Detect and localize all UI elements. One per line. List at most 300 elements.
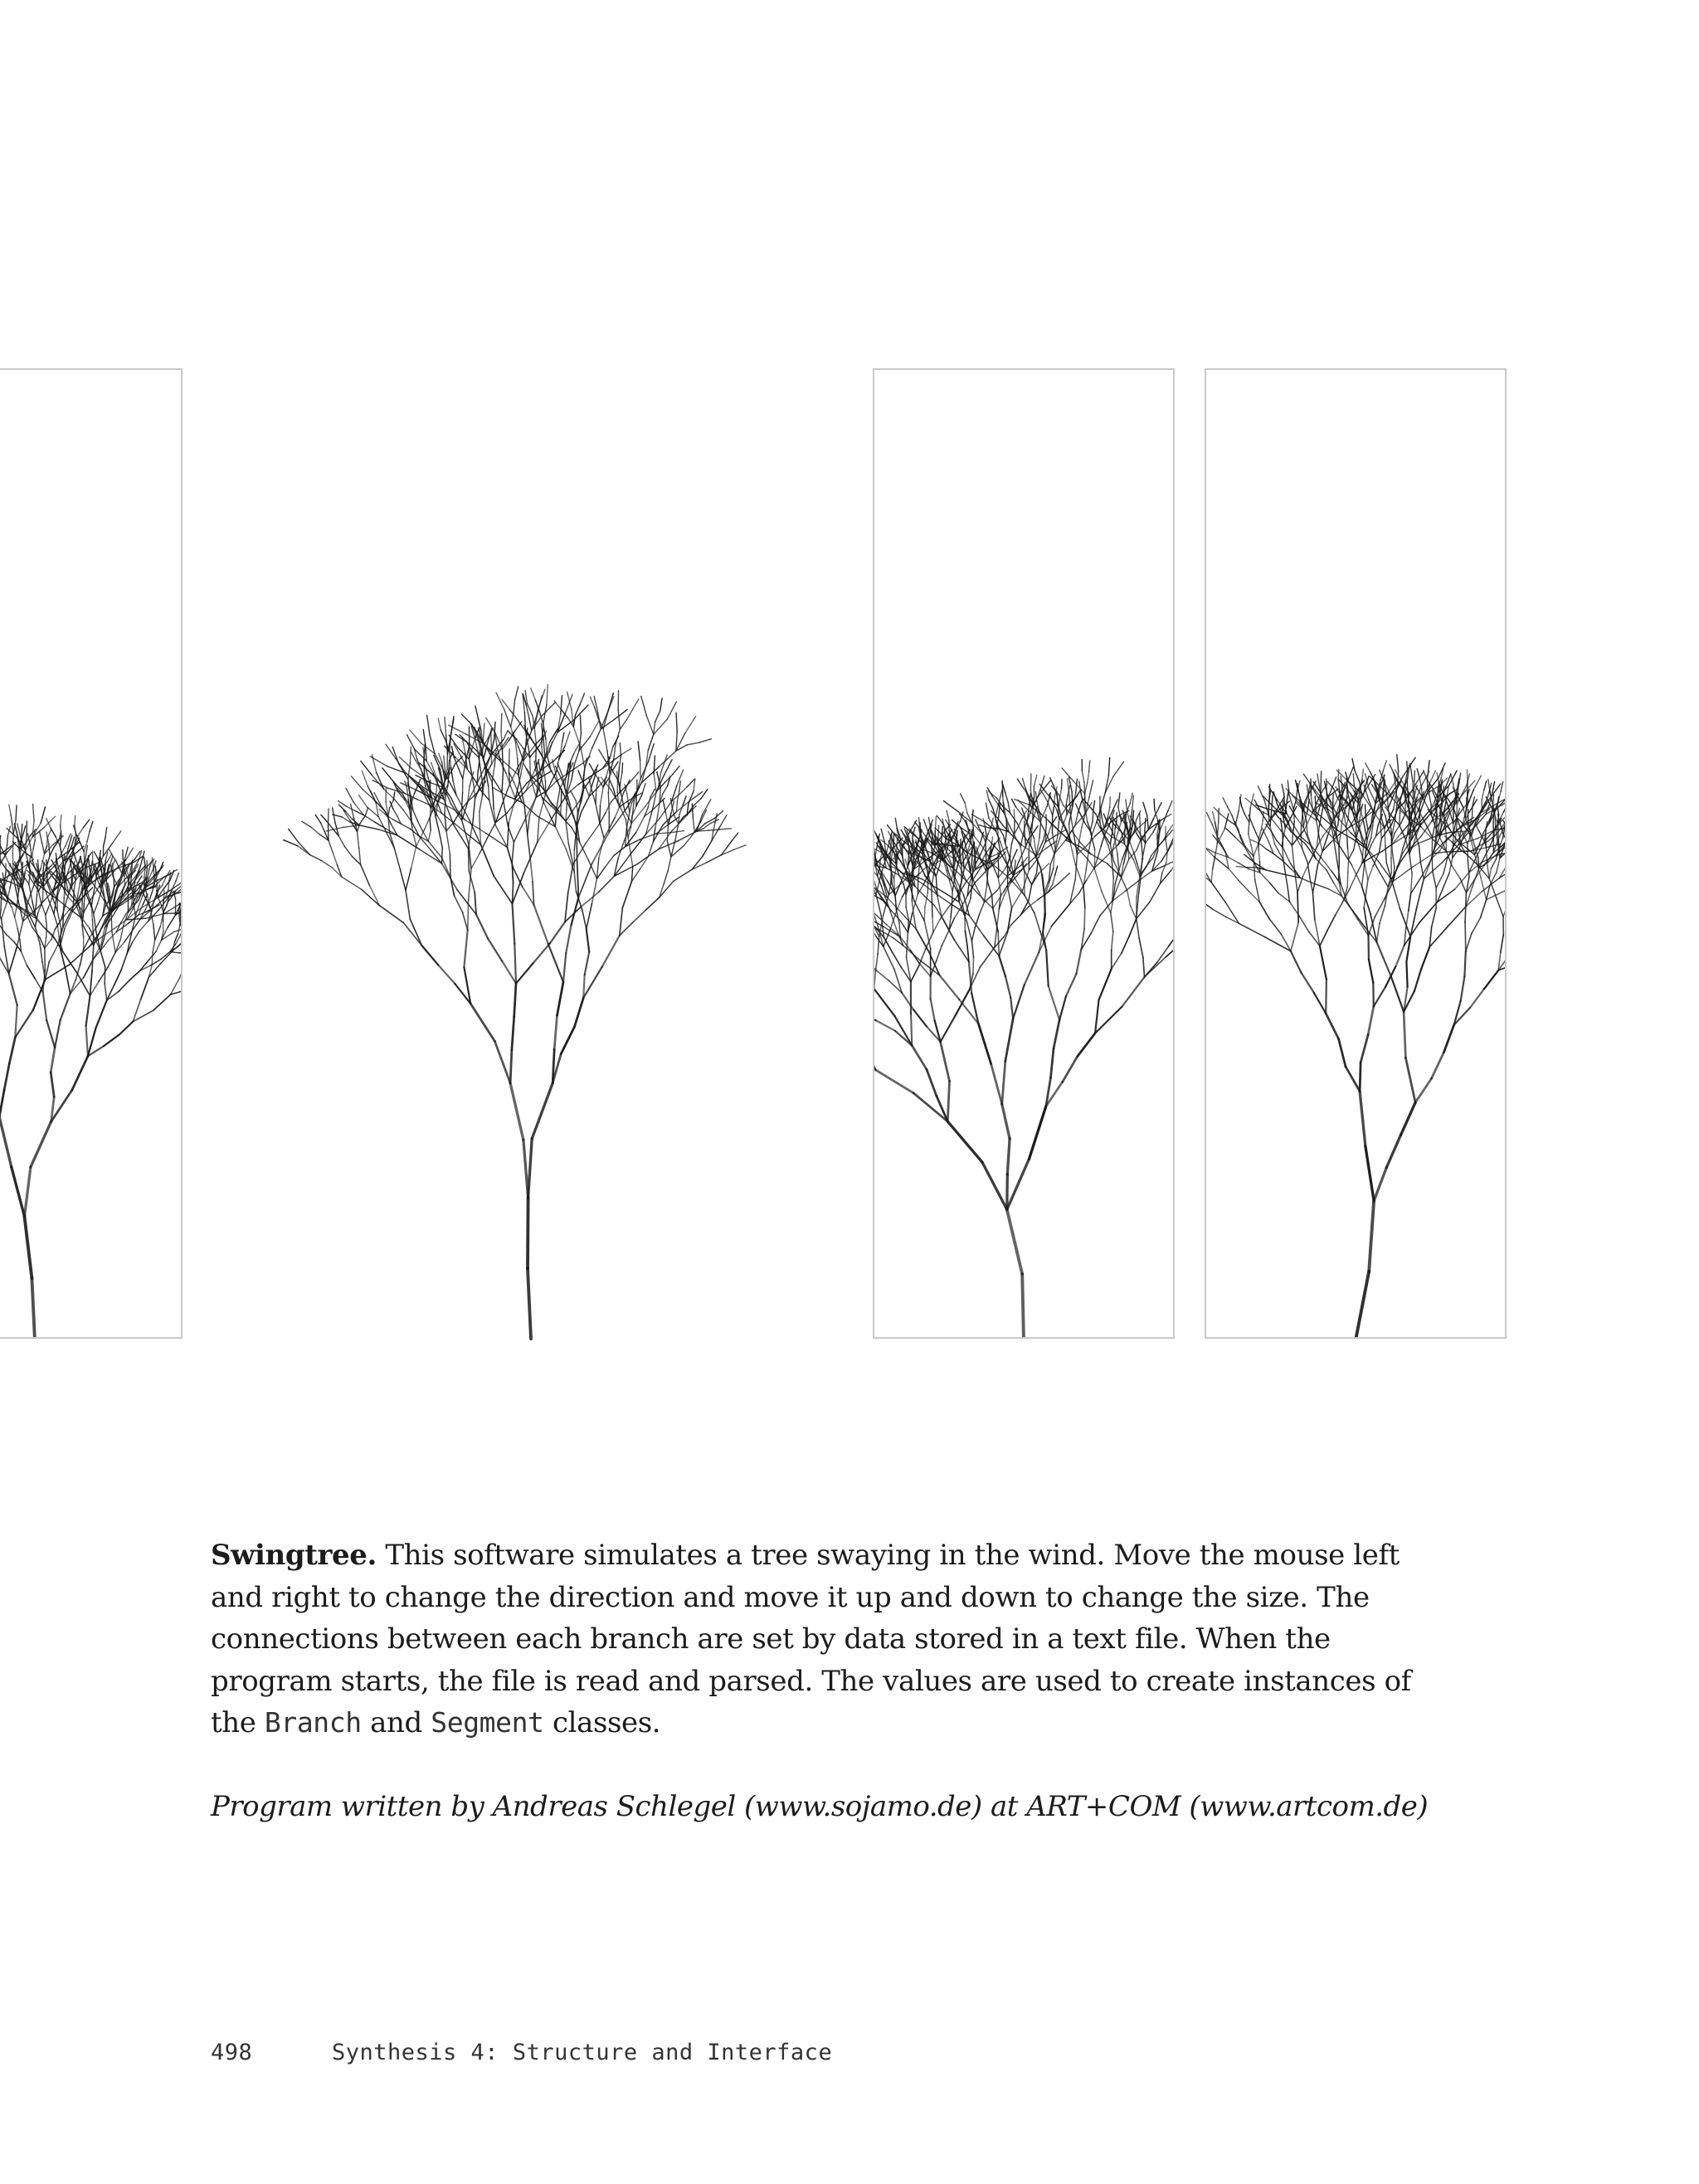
- tree-branch-segment: [284, 840, 298, 846]
- tree-branch-segment: [5, 872, 6, 880]
- tree-branch-segment: [600, 813, 606, 824]
- tree-branch-segment: [12, 834, 13, 854]
- tree-branch-segment: [1258, 786, 1264, 800]
- tree-branch-segment: [1154, 799, 1155, 810]
- tree-branch-segment: [515, 722, 522, 731]
- tree-branch-segment: [514, 782, 518, 792]
- tree-branch-segment: [420, 849, 442, 863]
- tree-branch-segment: [180, 911, 181, 918]
- tree-branch-segment: [573, 715, 575, 727]
- tree-branch-segment: [442, 858, 450, 878]
- tree-branch-segment: [1411, 873, 1413, 893]
- tree-branch-segment: [621, 773, 622, 783]
- tree-branch-segment: [999, 790, 1002, 804]
- tree-branch-segment: [2, 903, 7, 918]
- tree-branch-segment: [572, 897, 579, 926]
- tree-branch-segment: [382, 768, 390, 776]
- tree-branch-segment: [1218, 823, 1219, 837]
- tree-branch-segment: [596, 804, 599, 821]
- tree-branch-segment: [561, 1027, 574, 1054]
- tree-branch-segment: [561, 802, 562, 815]
- tree-branch-segment: [0, 1117, 12, 1167]
- tree-branch-segment: [12, 1167, 25, 1217]
- tree-branch-segment: [1013, 985, 1025, 1019]
- tree-branch-segment: [633, 910, 646, 922]
- tree-branch-segment: [449, 761, 450, 771]
- tree-branch-segment: [9, 1038, 15, 1064]
- tree-branch-segment: [1102, 818, 1103, 827]
- tree-branch-segment: [1211, 883, 1225, 902]
- tree-branch-segment: [873, 843, 874, 849]
- tree-branch-segment: [902, 993, 913, 1010]
- tree-branch-segment: [557, 763, 562, 776]
- tree-branch-segment: [986, 803, 989, 818]
- tree-branch-segment: [586, 824, 600, 844]
- tree-branch-segment: [513, 904, 515, 944]
- tree-branch-segment: [1224, 814, 1229, 829]
- tree-branch-segment: [620, 922, 633, 936]
- tree-branch-segment: [976, 820, 979, 827]
- tree-branch-segment: [1145, 957, 1166, 977]
- tree-branch-segment: [646, 897, 660, 910]
- tree-branch-segment: [1088, 771, 1089, 782]
- tree-branch-segment: [1078, 1034, 1096, 1057]
- tree-branch-segment: [1282, 784, 1284, 794]
- tree-branch-segment: [972, 838, 974, 845]
- tree-branch-segment: [1205, 900, 1213, 909]
- tree-branch-segment: [608, 693, 613, 712]
- tree-branch-segment: [1145, 819, 1146, 831]
- tree-branch-segment: [891, 873, 892, 884]
- tree-branch-segment: [961, 794, 966, 803]
- tree-branch-segment: [361, 865, 370, 886]
- tree-branch-segment: [626, 709, 632, 719]
- tree-branch-segment: [116, 873, 122, 890]
- tree-branch-segment: [562, 732, 564, 742]
- tree-branch-segment: [484, 749, 486, 759]
- tree-branch-segment: [1049, 986, 1059, 1020]
- tree-branch-segment: [1048, 802, 1053, 815]
- tree-branch-segment: [1356, 863, 1362, 876]
- tree-branch-segment: [1213, 812, 1215, 823]
- tree-branch-segment: [528, 1268, 531, 1339]
- tree-branch-segment: [475, 706, 479, 718]
- tree-branch-segment: [1365, 865, 1368, 880]
- tree-branch-segment: [155, 927, 161, 940]
- tree-branch-segment: [614, 864, 637, 877]
- tree-branch-segment: [1005, 976, 1010, 997]
- tree-branch-segment: [554, 701, 561, 709]
- tree-branch-segment: [538, 818, 539, 843]
- tree-branch-segment: [565, 893, 568, 922]
- tree-branch-segment: [616, 729, 620, 743]
- tree-branch-segment: [1103, 854, 1110, 861]
- tree-branch-segment: [1119, 860, 1122, 871]
- tree-branch-segment: [411, 846, 416, 868]
- tree-branch-segment: [510, 1050, 512, 1083]
- tree-branch-segment: [359, 825, 378, 829]
- tree-branch-segment: [998, 932, 999, 956]
- tree-branch-segment: [0, 863, 1, 873]
- tree-branch-segment: [1142, 841, 1143, 859]
- tree-branch-segment: [1269, 919, 1281, 935]
- tree-branch-segment: [621, 748, 631, 754]
- tree-branch-segment: [7, 836, 8, 846]
- tree-branch-segment: [469, 759, 471, 772]
- tree-branch-segment: [1339, 1039, 1346, 1067]
- tree-branch-segment: [938, 825, 939, 834]
- tree-branch-segment: [585, 952, 590, 975]
- tree-branch-segment: [1085, 783, 1088, 794]
- tree-branch-segment: [1348, 859, 1349, 873]
- tree-branch-segment: [442, 848, 443, 863]
- tree-branch-segment: [1322, 858, 1331, 871]
- tree-branch-segment: [55, 1020, 61, 1048]
- tree-branch-segment: [1404, 1012, 1405, 1058]
- tree-branch-segment: [310, 855, 322, 861]
- tree-branch-segment: [119, 980, 129, 991]
- tree-branch-segment: [557, 982, 564, 1015]
- tree-branch-segment: [486, 772, 489, 786]
- tree-branch-segment: [156, 875, 157, 883]
- tree-branch-segment: [1019, 819, 1023, 827]
- tree-branch-segment: [1051, 1048, 1054, 1077]
- tree-branch-segment: [1098, 846, 1101, 857]
- tree-branch-segment: [1217, 829, 1224, 844]
- tree-branch-segment: [1167, 839, 1173, 851]
- tree-branch-segment: [146, 869, 147, 878]
- tree-branch-segment: [626, 829, 627, 847]
- tree-branch-segment: [684, 832, 694, 845]
- tree-branch-segment: [49, 946, 57, 962]
- tree-branch-segment: [1130, 841, 1134, 853]
- tree-branch-segment: [571, 790, 577, 800]
- tree-branch-segment: [1011, 915, 1021, 925]
- tree-branch-segment: [60, 871, 61, 880]
- tree-branch-segment: [139, 922, 148, 931]
- tree-branch-segment: [2, 919, 4, 946]
- tree-branch-segment: [529, 718, 532, 731]
- tree-branch-segment: [1052, 904, 1070, 927]
- tree-branch-segment: [694, 779, 695, 791]
- tree-branch-segment: [1007, 1175, 1008, 1210]
- tree-branch-segment: [1215, 844, 1218, 857]
- tree-branch-segment: [1089, 781, 1093, 797]
- tree-branch-segment: [1140, 814, 1141, 823]
- tree-branch-segment: [889, 907, 893, 920]
- tree-panel-3: [873, 368, 1175, 1339]
- tree-branch-segment: [1066, 840, 1079, 846]
- tree-branch-segment: [1101, 810, 1103, 819]
- tree-branch-segment: [1139, 938, 1143, 957]
- tree-branch-segment: [32, 849, 34, 858]
- tree-branch-segment: [1206, 812, 1212, 824]
- tree-branch-segment: [1310, 878, 1313, 893]
- tree-branch-segment: [646, 716, 654, 735]
- tree-branch-segment: [46, 927, 47, 937]
- tree-branch-segment: [1126, 815, 1127, 824]
- tree-branch-segment: [375, 822, 387, 829]
- tree-branch-segment: [972, 848, 973, 860]
- tree-branch-segment: [15, 1005, 17, 1038]
- tree-branch-segment: [998, 829, 999, 842]
- tree-branch-segment: [65, 856, 66, 868]
- tree-branch-segment: [528, 1139, 533, 1198]
- tree-branch-segment: [599, 750, 606, 761]
- tree-branch-segment: [1010, 844, 1012, 855]
- tree-branch-segment: [442, 863, 458, 890]
- tree-branch-segment: [531, 688, 536, 700]
- tree-branch-segment: [591, 878, 596, 903]
- tree-branch-segment: [40, 944, 42, 961]
- tree-branch-segment: [1313, 893, 1315, 919]
- tree-branch-segment: [1368, 1006, 1374, 1034]
- tree-branch-segment: [502, 771, 504, 793]
- tree-branch-segment: [1130, 906, 1136, 920]
- tree-branch-segment: [108, 952, 115, 967]
- tree-branch-segment: [338, 836, 344, 847]
- tree-branch-segment: [610, 781, 613, 789]
- tree-branch-segment: [153, 940, 155, 952]
- tree-branch-segment: [992, 896, 993, 908]
- tree-branch-segment: [1213, 856, 1215, 869]
- tree-branch-segment: [951, 904, 952, 917]
- tree-branch-segment: [591, 720, 600, 736]
- tree-branch-segment: [667, 841, 671, 857]
- tree-branch-segment: [1386, 1135, 1400, 1167]
- tree-branch-segment: [603, 729, 607, 752]
- tree-branch-segment: [1059, 873, 1069, 883]
- tree-branch-segment: [1401, 1102, 1416, 1135]
- tree-branch-segment: [874, 971, 876, 989]
- tree-branch-segment: [572, 765, 574, 780]
- tree-branch-segment: [112, 831, 121, 844]
- tree-branch-segment: [554, 1015, 557, 1049]
- tree-branch-segment: [87, 832, 90, 842]
- tree-branch-segment: [1053, 875, 1055, 884]
- tree-branch-segment: [504, 709, 511, 727]
- tree-branch-segment: [322, 861, 333, 868]
- tree-branch-segment: [1121, 877, 1127, 891]
- tree-branch-segment: [578, 771, 582, 780]
- tree-branch-segment: [4, 1064, 9, 1091]
- tree-branch-segment: [912, 1046, 927, 1070]
- tree-branch-segment: [533, 882, 534, 905]
- tree-branch-segment: [1030, 774, 1031, 790]
- tree-branch-segment: [1113, 761, 1124, 776]
- tree-branch-segment: [1400, 825, 1405, 839]
- tree-branch-segment: [78, 883, 80, 895]
- tree-branch-segment: [92, 920, 93, 933]
- tree-branch-segment: [104, 837, 106, 846]
- tree-branch-segment: [289, 829, 299, 842]
- tree-branch-segment: [1122, 977, 1144, 1007]
- tree-branch-segment: [146, 878, 147, 886]
- tree-branch-segment: [547, 781, 556, 790]
- tree-branch-segment: [1339, 863, 1340, 880]
- tree-branch-segment: [1297, 877, 1302, 893]
- tree-branch-segment: [989, 828, 999, 829]
- tree-branch-segment: [1250, 794, 1254, 808]
- tree-branch-segment: [1111, 800, 1117, 814]
- tree-branch-segment: [459, 768, 463, 779]
- tree-branch-segment: [973, 827, 974, 835]
- tree-branch-segment: [1360, 1063, 1361, 1092]
- tree-branch-segment: [163, 897, 164, 905]
- tree-branch-segment: [703, 841, 712, 856]
- tree-branch-segment: [46, 1020, 55, 1048]
- tree-branch-segment: [703, 800, 711, 815]
- tree-branch-segment: [504, 731, 508, 740]
- tree-branch-segment: [514, 820, 524, 842]
- tree-branch-segment: [615, 807, 619, 818]
- tree-branch-segment: [1012, 890, 1023, 908]
- tree-branch-segment: [1025, 952, 1039, 985]
- tree-branch-segment: [1409, 893, 1411, 911]
- tree-branch-segment: [362, 889, 379, 905]
- tree-branch-segment: [438, 965, 455, 984]
- tree-branch-segment: [1017, 779, 1023, 788]
- tree-branch-segment: [931, 999, 935, 1020]
- tree-branch-segment: [501, 713, 502, 732]
- tree-branch-segment: [1320, 946, 1327, 979]
- tree-branch-segment: [63, 854, 65, 863]
- tree-branch-segment: [640, 760, 641, 779]
- tree-branch-segment: [901, 921, 908, 932]
- tree-branch-segment: [655, 711, 660, 722]
- tree-branch-segment: [410, 747, 411, 763]
- tree-branch-segment: [1007, 908, 1011, 933]
- tree-branch-segment: [155, 866, 156, 874]
- tree-branch-segment: [446, 831, 450, 854]
- tree-branch-segment: [980, 947, 994, 967]
- tree-branch-segment: [893, 952, 902, 967]
- tree-branch-segment: [947, 810, 949, 820]
- tree-branch-segment: [49, 844, 50, 857]
- tree-branch-segment: [1341, 896, 1353, 912]
- tree-branch-segment: [1005, 793, 1009, 803]
- tree-branch-segment: [51, 1073, 54, 1097]
- tree-branch-segment: [592, 832, 610, 863]
- tree-branch-segment: [515, 687, 518, 700]
- tree-branch-segment: [1239, 880, 1249, 891]
- tree-branch-segment: [439, 832, 442, 848]
- tree-branch-segment: [1110, 797, 1111, 808]
- tree-branch-segment: [940, 975, 960, 1000]
- tree-branch-segment: [346, 806, 355, 810]
- tree-branch-segment: [965, 931, 967, 946]
- tree-branch-segment: [1030, 1107, 1046, 1159]
- tree-branch-segment: [1095, 1000, 1098, 1034]
- tree-branch-segment: [631, 816, 632, 827]
- tree-branch-segment: [663, 786, 668, 794]
- tree-branch-segment: [1008, 887, 1012, 907]
- tree-branch-segment: [1055, 866, 1058, 875]
- tree-branch-segment: [475, 781, 483, 799]
- tree-branch-segment: [352, 776, 363, 790]
- tree-panel-4: [1205, 368, 1507, 1339]
- tree-branch-segment: [1338, 770, 1339, 780]
- tree-branch-segment: [1091, 916, 1099, 933]
- tree-branch-segment: [982, 1162, 1007, 1209]
- tree-branch-segment: [1044, 781, 1051, 790]
- tree-branch-segment: [84, 894, 85, 903]
- tree-branch-segment: [1301, 824, 1302, 836]
- tree-branch-segment: [942, 931, 949, 946]
- tree-branch-segment: [913, 854, 914, 865]
- tree-branch-segment: [663, 800, 665, 813]
- tree-branch-segment: [1405, 1058, 1415, 1102]
- tree-branch-segment: [942, 917, 954, 940]
- tree-branch-segment: [875, 954, 878, 971]
- tree-branch-segment: [1229, 858, 1239, 863]
- tree-branch-segment: [664, 871, 668, 884]
- tree-branch-segment: [1320, 931, 1327, 946]
- tree-branch-segment: [1126, 800, 1127, 812]
- tree-branch-segment: [1112, 931, 1113, 951]
- tree-branch-segment: [1062, 779, 1063, 788]
- tree-branch-segment: [1009, 832, 1021, 845]
- tree-branch-segment: [1168, 801, 1172, 811]
- tree-branch-segment: [685, 717, 696, 733]
- tree-branch-segment: [583, 967, 601, 998]
- tree-branch-segment: [321, 823, 325, 832]
- tree-branch-segment: [911, 966, 919, 981]
- tree-branch-segment: [514, 944, 516, 984]
- tree-branch-segment: [1127, 891, 1131, 906]
- tree-branch-segment: [1272, 795, 1273, 811]
- tree-branch-segment: [1091, 854, 1108, 864]
- tree-branch-segment: [1005, 831, 1007, 844]
- tree-branch-segment: [1046, 950, 1049, 985]
- tree-branch-segment: [642, 784, 645, 795]
- tree-branch-segment: [1143, 957, 1145, 977]
- tree-branch-segment: [100, 951, 105, 966]
- tree-branch-segment: [1002, 1104, 1010, 1139]
- tree-branch-segment: [679, 787, 687, 795]
- tree-branch-segment: [587, 929, 589, 952]
- tree-branch-segment: [181, 926, 183, 935]
- tree-branch-segment: [1048, 883, 1059, 893]
- tree-branch-segment: [462, 793, 463, 807]
- tree-branch-segment: [1263, 828, 1268, 840]
- tree-branch-segment: [6, 934, 14, 942]
- tree-branch-segment: [129, 970, 140, 980]
- tree-branch-segment: [1220, 815, 1228, 820]
- tree-branch-segment: [430, 809, 431, 820]
- tree-branch-segment: [956, 870, 966, 881]
- tree-branch-segment: [874, 989, 895, 1016]
- tree-branch-segment: [365, 808, 368, 816]
- tree-branch-segment: [1066, 974, 1077, 996]
- tree-branch-segment: [417, 820, 422, 831]
- tree-branch-segment: [27, 917, 32, 927]
- tree-branch-segment: [1112, 817, 1113, 830]
- tree-branch-segment: [1356, 1272, 1369, 1339]
- tree-branch-segment: [687, 779, 694, 786]
- tree-branch-segment: [445, 717, 446, 735]
- tree-branch-segment: [602, 936, 620, 967]
- tree-branch-segment: [1032, 806, 1033, 826]
- tree-branch-segment: [54, 914, 58, 927]
- tree-branch-segment: [986, 790, 989, 800]
- tree-branch-segment: [36, 918, 46, 929]
- tree-branch-segment: [1286, 799, 1287, 808]
- tree-branch-segment: [733, 833, 738, 840]
- tree-branch-segment: [488, 938, 502, 961]
- tree-branch-segment: [45, 948, 46, 970]
- tree-branch-segment: [1063, 1057, 1078, 1082]
